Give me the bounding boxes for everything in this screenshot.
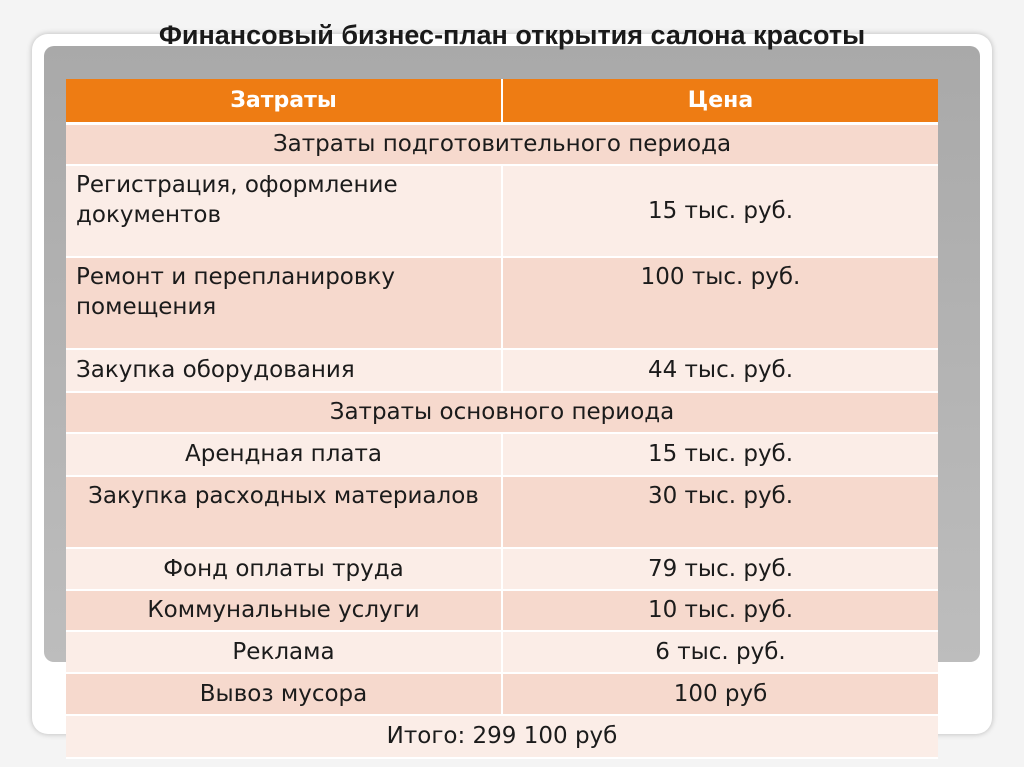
row-price: 79 тыс. руб. (502, 548, 938, 590)
row-item: Реклама (66, 631, 502, 673)
section-row-prep (66, 124, 938, 165)
table-row (66, 349, 938, 392)
header-costs: Затраты (66, 79, 502, 124)
table-row (66, 476, 938, 548)
row-item: Регистрация, оформление документов (66, 165, 502, 257)
section-title-main: Затраты основного периода (66, 392, 938, 433)
row-price: 30 тыс. руб. (502, 476, 938, 548)
table-row (66, 165, 938, 257)
row-item: Арендная плата (66, 433, 502, 476)
row-price: 44 тыс. руб. (502, 349, 938, 392)
section-title-prep: Затраты подготовительного периода (66, 124, 938, 165)
table-row (66, 548, 938, 590)
row-price: 6 тыс. руб. (502, 631, 938, 673)
cost-table (66, 79, 938, 759)
page-title: Финансовый бизнес-план открытия салона красоты (158, 20, 866, 50)
total-value: Итого: 299 100 руб (66, 715, 938, 758)
row-price: 15 тыс. руб. (502, 433, 938, 476)
row-item: Фонд оплаты труда (66, 548, 502, 590)
total-row (66, 715, 938, 758)
row-item: Вывоз мусора (66, 673, 502, 715)
table-row (66, 433, 938, 476)
header-price: Цена (502, 79, 938, 124)
row-price: 100 руб (502, 673, 938, 715)
table-row (66, 673, 938, 715)
table-row (66, 257, 938, 349)
section-row-main (66, 392, 938, 433)
table-header-row (66, 79, 938, 124)
row-item: Ремонт и перепланировку помещения (66, 257, 502, 349)
row-item: Коммунальные услуги (66, 590, 502, 631)
row-price: 15 тыс. руб. (502, 165, 938, 257)
table-row (66, 590, 938, 631)
row-price: 10 тыс. руб. (502, 590, 938, 631)
row-item: Закупка оборудования (66, 349, 502, 392)
row-item: Закупка расходных материалов (66, 476, 502, 548)
table-row (66, 631, 938, 673)
row-price: 100 тыс. руб. (502, 257, 938, 349)
